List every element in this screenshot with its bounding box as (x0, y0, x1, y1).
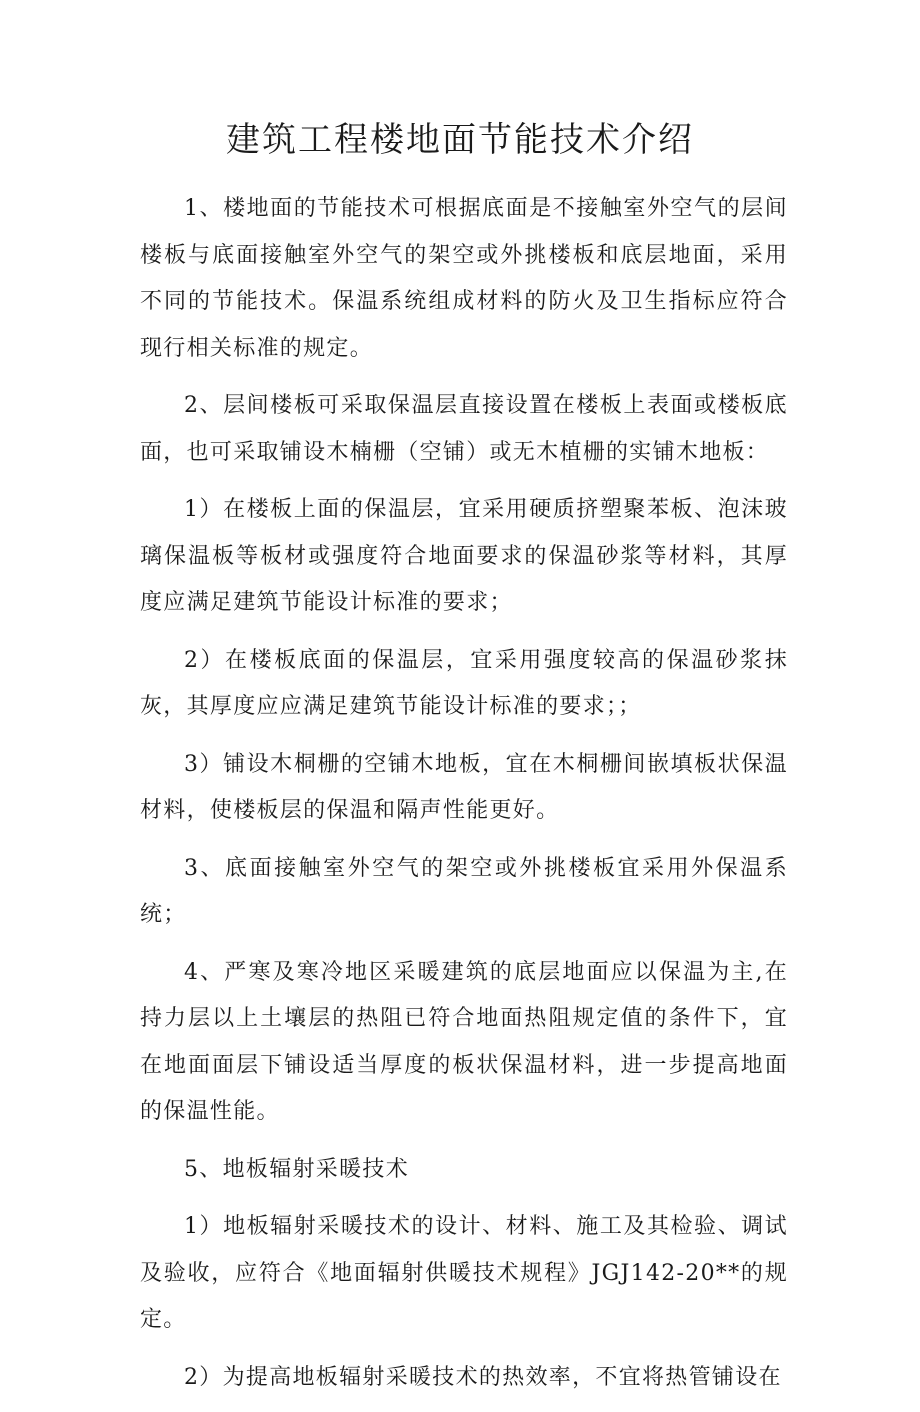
document-title: 建筑工程楼地面节能技术介绍 (226, 120, 694, 160)
paragraph-7: 4、严寒及寒冷地区采暖建筑的底层地面应以保温为主,在持力层以上土壤层的热阻已符合地面热阻规定值的条件下，宜在地面面层下铺设适当厚度的板状保温材料，进一步提高地面的保温性能。 (140, 959, 788, 1124)
paragraph-8: 5、地板辐射采暖技术 (184, 1156, 409, 1182)
paragraph-5: 3）铺设木桐栅的空铺木地板，宜在木桐栅间嵌填板状保温材料，使楼板层的保温和隔声性能更好。 (140, 751, 788, 823)
document-body (140, 186, 788, 1412)
paragraph-6: 3、底面接触室外空气的架空或外挑楼板宜采用外保温系统； (140, 855, 788, 927)
paragraph-9: 1）地板辐射采暖技术的设计、材料、施工及其检验、调试及验收，应符合《地面辐射供暖技术规程》JGJ142-20**的规定。 (140, 1214, 788, 1332)
paragraph-4: 2）在楼板底面的保温层，宜采用强度较高的保温砂浆抹灰，其厚度应应满足建筑节能设计标准的要求；； (140, 647, 788, 719)
paragraph-3: 1）在楼板上面的保温层，宜采用硬质挤塑聚苯板、泡沫玻璃保温板等板材或强度符合地面要求的保温砂浆等材料，其厚度应满足建筑节能设计标准的要求； (140, 497, 788, 615)
paragraph-10: 2）为提高地板辐射采暖技术的热效率，不宜将热管铺设在 (184, 1364, 782, 1390)
paragraph-1: 1、楼地面的节能技术可根据底面是不接触室外空气的层间楼板与底面接触室外空气的架空或外挑楼板和底层地面，采用不同的节能技术。保温系统组成材料的防火及卫生指标应符合现行相关标准的规定。 (140, 196, 788, 361)
paragraph-2: 2、层间楼板可采取保温层直接设置在楼板上表面或楼板底面，也可采取铺设木楠栅（空铺）或无木植栅的实铺木地板： (140, 393, 788, 465)
